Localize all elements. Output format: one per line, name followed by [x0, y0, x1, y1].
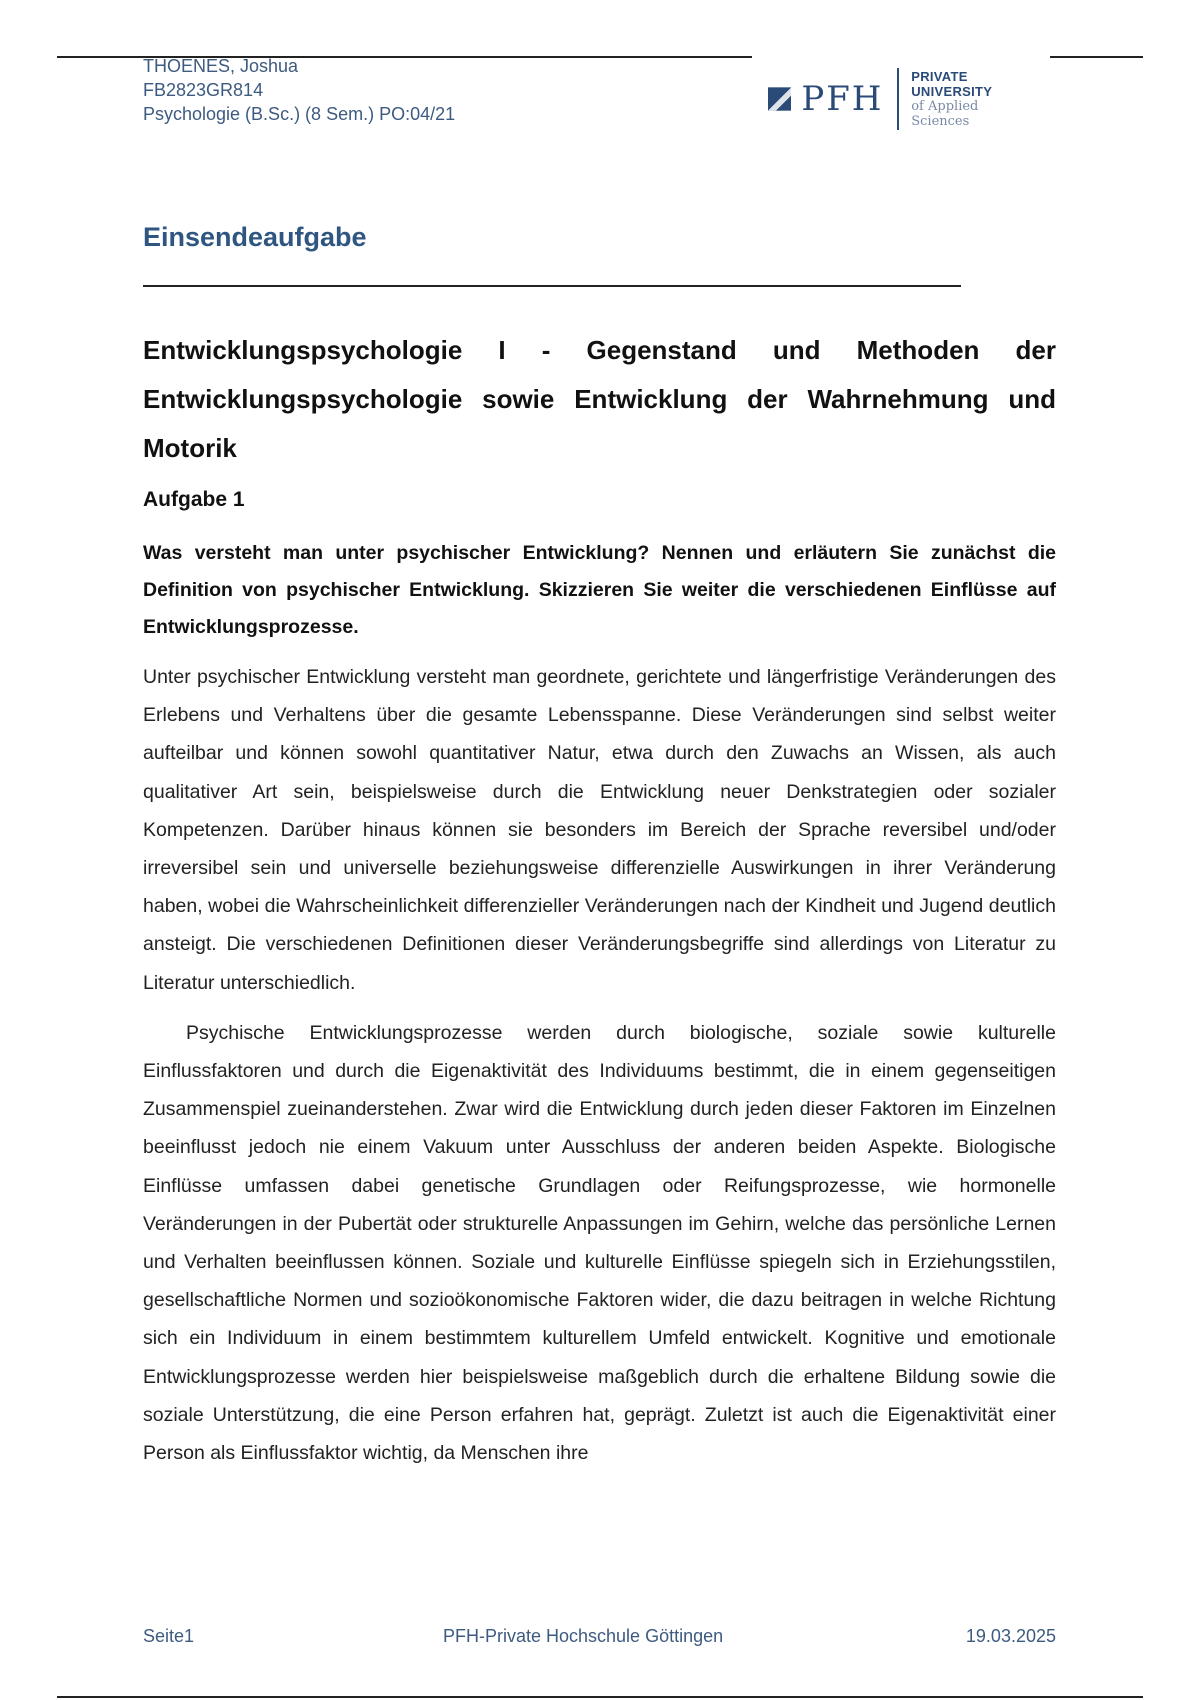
- document-body: [143, 326, 1056, 1484]
- header-rule-right: [1050, 56, 1143, 58]
- section-title: Einsendeaufgabe: [143, 222, 367, 252]
- task-heading: Aufgabe 1: [143, 488, 245, 511]
- study-program: Psychologie (B.Sc.) (8 Sem.) PO:04/21: [143, 104, 456, 124]
- paragraph: Unter psychischer Entwicklung versteht man geordnete, gerichtete und längerfristige Veränderungen des Erlebens und Verhaltens über die gesamte Lebensspanne. Diese Veränderungen sind selbst weiter aufteilbar und können sowohl quantitativer Natur, etwa durch den Zuwachs an Wissen, als auch qualitativer Art sein, beispielsweise durch die Entwicklung neuer Denkstrategien oder sozialer Kompetenzen. Darüber hinaus können sie besonders im Bereich der Sprache reversibel und/oder irreversibel sein und universelle beziehungsweise differenzielle Auswirkungen in ihrer Veränderung haben, wobei die Wahrscheinlichkeit differenzieller Veränderungen nach der Kindheit und Jugend deutlich ansteigt. Die verschiedenen Definitionen dieser Veränderungsbegriffe sind allerdings von Literatur zu Literatur unterschiedlich.: [143, 666, 1056, 994]
- student-name: THOENES, Joshua: [143, 56, 299, 76]
- paragraph: Psychische Entwicklungsprozesse werden durch biologische, soziale sowie kulturelle Einflussfaktoren und durch die Eigenaktivität des Individuums bestimmt, die in einem gegenseitigen Zusammenspiel zueinanderstehen. Zwar wird die Entwicklung durch jeden dieser Faktoren im Einzelnen beeinflusst jedoch nie einem Vakuum unter Ausschluss der anderen beiden Aspekte. Biologische Einflüsse umfassen dabei genetische Grundlagen oder Reifungsprozesse, wie hormonelle Veränderungen in der Pubertät oder strukturelle Anpassungen im Gehirn, welche das persönliche Lernen und Verhalten beeinflussen können. Soziale und kulturelle Einflüsse spiegeln sich in Erziehungsstilen, gesellschaftliche Normen und sozioökonomische Faktoren wider, die dazu beitragen in welche Richtung sich ein Individuum in einem bestimmtem kulturellem Umfeld entwickelt. Kognitive und emotionale Entwicklungsprozesse werden hier beispielsweise maßgeblich durch die erhaltene Bildung sowie die soziale Unterstützung, die eine Person erfahren hat, geprägt. Zuletzt ist auch die Eigenaktivität einer Person als Einflussfaktor wichtig, da Menschen ihre: [143, 1021, 1056, 1465]
- footer-page-number: Seite1: [143, 1626, 195, 1646]
- footer-date: 19.03.2025: [965, 1626, 1056, 1646]
- logo-subtitle-line-1: PRIVATE UNIVERSITY: [911, 69, 993, 99]
- pfh-logo-icon: [768, 86, 791, 112]
- footer-rule: [57, 1696, 1143, 1698]
- document-title: Entwicklungspsychologie I - Gegenstand und Methoden der Entwicklungspsychologie sowie Entwicklung der Wahrnehmung und Motorik: [143, 335, 1056, 463]
- logo-name: PFH: [801, 79, 884, 119]
- student-info: [143, 54, 455, 126]
- university-logo: [768, 66, 1038, 132]
- logo-divider: [897, 68, 899, 130]
- student-id: FB2823GR814: [143, 80, 264, 100]
- section-title-underline: [143, 285, 961, 287]
- logo-subtitle: [911, 69, 1038, 129]
- task-question: Was versteht man unter psychischer Entwicklung? Nennen und erläutern Sie zunächst die Definition von psychischer Entwicklung. Skizzieren Sie weiter die verschiedenen Einflüsse auf Entwicklungsprozesse.: [143, 542, 1056, 638]
- footer-institution: PFH-Private Hochschule Göttingen: [443, 1626, 724, 1646]
- logo-subtitle-line-2: of Applied Sciences: [911, 99, 979, 129]
